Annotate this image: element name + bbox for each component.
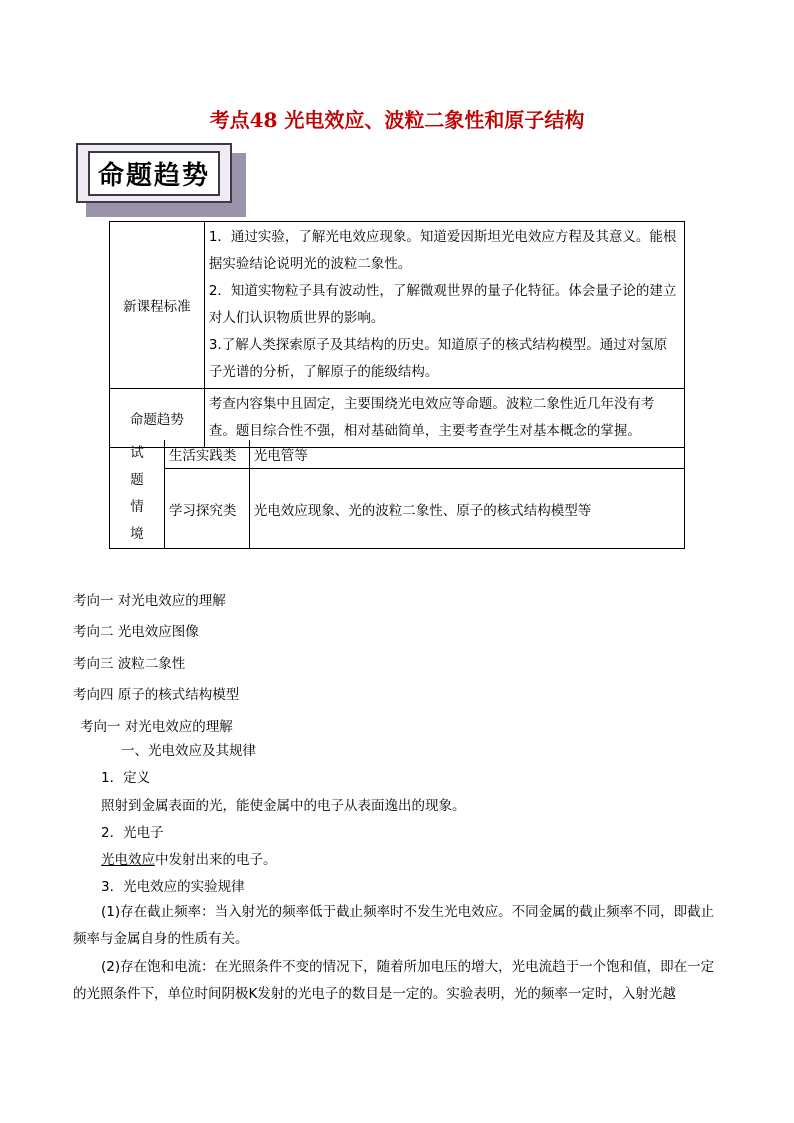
sub-text-explore: 光电效应现象、光的波粒二象性、原子的核式结构模型等 — [249, 469, 684, 549]
page-title: 考点48 光电效应、波粒二象性和原子结构 — [209, 108, 585, 132]
toc-item: 考向一 对光电效应的理解 — [73, 593, 226, 609]
badge-frame — [76, 143, 232, 203]
toc-item: 考向三 波粒二象性 — [73, 656, 186, 672]
table-row — [110, 222, 685, 389]
item-label: 1．定义 — [101, 770, 151, 786]
underlined-term: 光电效应 — [101, 852, 155, 868]
sub-heading: 一、光电效应及其规律 — [121, 743, 256, 759]
table-row — [110, 469, 685, 549]
sub-label-practice: 生活实践类 — [164, 440, 249, 469]
toc-item: 考向二 光电效应图像 — [73, 624, 199, 640]
rule-paragraph: (1)存在截止频率：当入射光的频率低于截止频率时不发生光电效应。不同金属的截止频率不同，即截止频率与金属自身的性质有关。 — [73, 904, 715, 947]
item-label: 2．光电子 — [101, 825, 164, 841]
standard-content — [204, 222, 684, 389]
rule-paragraph: (2)存在饱和电流：在光照条件不变的情况下，随着所加电压的增大，光电流趋于一个饱和值，即在一定的光照条件下，单位时间阴极K发射的光电子的数目是一定的。实验表明，光的频率一定时，入射光越 — [73, 959, 715, 1002]
standard-item-2: 2．知道实物粒子具有波动性，了解微观世界的量子化特征。体会量子论的建立对人们认识物质世界的影响。 — [208, 283, 677, 326]
toc-item: 考向四 原子的核式结构模型 — [73, 687, 240, 703]
row-label-trend: 命题趋势 — [110, 389, 205, 448]
item-text: 照射到金属表面的光，能使金属中的电子从表面逸出的现象。 — [101, 798, 466, 814]
standard-item-1: 1．通过实验，了解光电效应现象。知道爱因斯坦光电效应方程及其意义。能根据实验结论说明光的波粒二象性。 — [208, 229, 677, 272]
situation-label: 试 题 情 境 — [110, 440, 165, 549]
table-row — [110, 440, 685, 469]
table-row — [110, 389, 685, 448]
item-label: 3．光电效应的实验规律 — [101, 879, 245, 895]
item-text: 光电效应中发射出来的电子。 — [101, 852, 277, 868]
trend-content: 考查内容集中且固定，主要围绕光电效应等命题。波粒二象性近几年没有考查。题目综合性不强，相对基础简单，主要考查学生对基本概念的掌握。 — [204, 389, 684, 448]
badge-label: 命题趋势 — [88, 151, 220, 196]
section-heading: 考向一 对光电效应的理解 — [80, 719, 233, 735]
curriculum-table — [109, 221, 685, 448]
section-badge — [76, 143, 246, 217]
standard-item-3: 3.了解人类探索原子及其结构的历史。知道原子的核式结构模型。通过对氢原子光谱的分析，了解原子的能级结构。 — [208, 337, 668, 380]
situation-table — [109, 440, 685, 549]
row-label-standard: 新课程标准 — [110, 222, 205, 389]
sub-label-explore: 学习探究类 — [164, 469, 249, 549]
sub-text-practice: 光电管等 — [249, 440, 684, 469]
